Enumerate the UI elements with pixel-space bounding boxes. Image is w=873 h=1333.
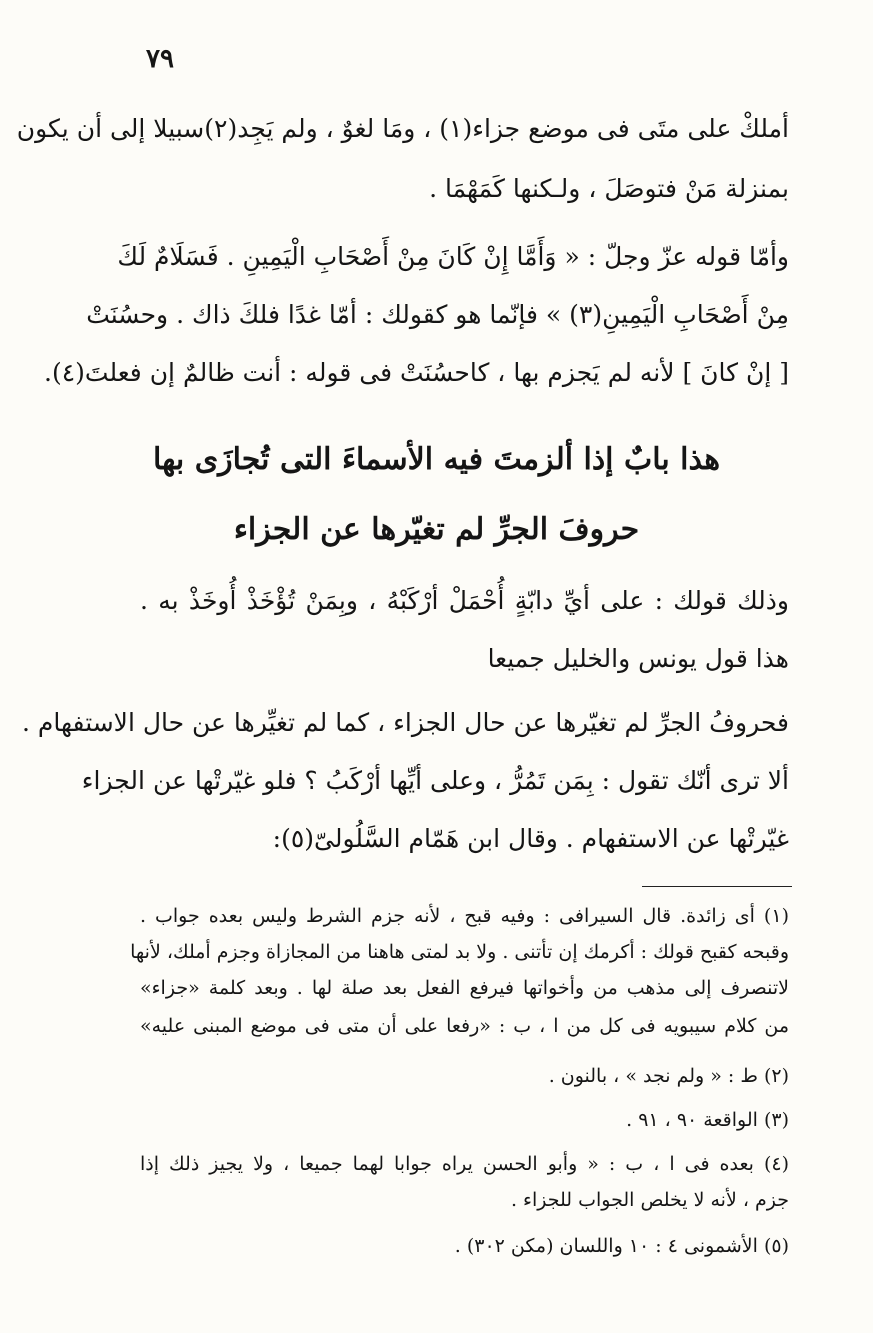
footnote-divider: [642, 886, 792, 887]
footnote-line: وقبحه كقبح قولك : أكرمك إن تأتنى . ولا بد لمتى هاهنا من المجازاة وجزم أملك، لأنها: [130, 941, 789, 963]
section-heading-line-2: حروفَ الجرِّ لم تغيّرها عن الجزاء: [233, 512, 640, 547]
text-line: بمنزلة مَنْ فتوصَلَ ، ولـكنها كَمَهْمَا .: [429, 174, 789, 203]
footnote-3: (٣) الواقعة ٩٠ ، ٩١ .: [626, 1109, 789, 1131]
text-line: ألا ترى أنّك تقول : بِمَن تَمُرُّ ، وعلى أيِّها أرْكَبُ ؟ فلو غيّرتْها عن الجزاء: [81, 766, 789, 795]
footnote-line: لاتنصرف إلى مذهب من وأخواتها فيرفع الفعل بعد صلة لها . وبعد كلمة «جزاء»: [140, 977, 789, 999]
text-line: فحروفُ الجرِّ لم تغيّرها عن حال الجزاء ، كما لم تغيِّرها عن حال الاستفهام .: [22, 708, 789, 737]
footnote-line: (١) أى زائدة. قال السيرافى : وفيه قبح ، لأنه جزم الشرط وليس بعده جواب .: [140, 905, 789, 927]
footnote-line: جزم ، لأنه لا يخلص الجواب للجزاء .: [510, 1189, 789, 1211]
text-line: وذلك قولك : على أيِّ دابّةٍ أُحْمَلْ أرْكَبْهُ ، وبِمَنْ تُؤْخَذْ أُوخَذْ به .: [140, 586, 789, 615]
page-number: ٧٩: [146, 44, 174, 74]
text-line: وأمّا قوله عزّ وجلّ : « وَأَمَّا إِنْ كَانَ مِنْ أَصْحَابِ الْيَمِينِ . فَسَلَامٌ لَكَ: [117, 242, 789, 271]
text-line: [ إنْ كانَ ] لأنه لم يَجزم بها ، كاحسُنَتْ فى قوله : أنت ظالمٌ إن فعلتَ(٤).: [44, 358, 789, 387]
text-line: غيّرتْها عن الاستفهام . وقال ابن هَمّام السَّلُولىّ(٥):: [272, 824, 789, 853]
footnote-line: (٤) بعده فى ا ، ب : « وأبو الحسن يراه جوابا لهما جميعا ، ولا يجيز ذلك إذا: [140, 1153, 789, 1175]
text-line: أملكْ على متَى فى موضع جزاء(١) ، ومَا لغوٌ ، ولم يَجِد(٢)سبيلا إلى أن يكون: [16, 114, 789, 143]
section-heading-line-1: هذا بابٌ إذا ألزمتَ فيه الأسماءَ التى تُجازَى بها: [152, 442, 721, 477]
footnote-line: من كلام سيبويه فى كل من ا ، ب : «رفعا على أن متى فى موضع المبنى عليه»: [140, 1015, 789, 1037]
text-line: هذا قول يونس والخليل جميعا: [487, 644, 789, 673]
text-line: مِنْ أَصْحَابِ الْيَمِينِ(٣) » فإنّما هو كقولك : أمّا غدًا فلكَ ذاك . وحسُنَتْ: [86, 300, 789, 329]
footnote-5: (٥) الأشمونى ٤ : ١٠ واللسان (مكن ٣٠٢) .: [454, 1235, 789, 1257]
footnote-2: (٢) ط : « ولم نجد » ، بالنون .: [548, 1065, 789, 1087]
